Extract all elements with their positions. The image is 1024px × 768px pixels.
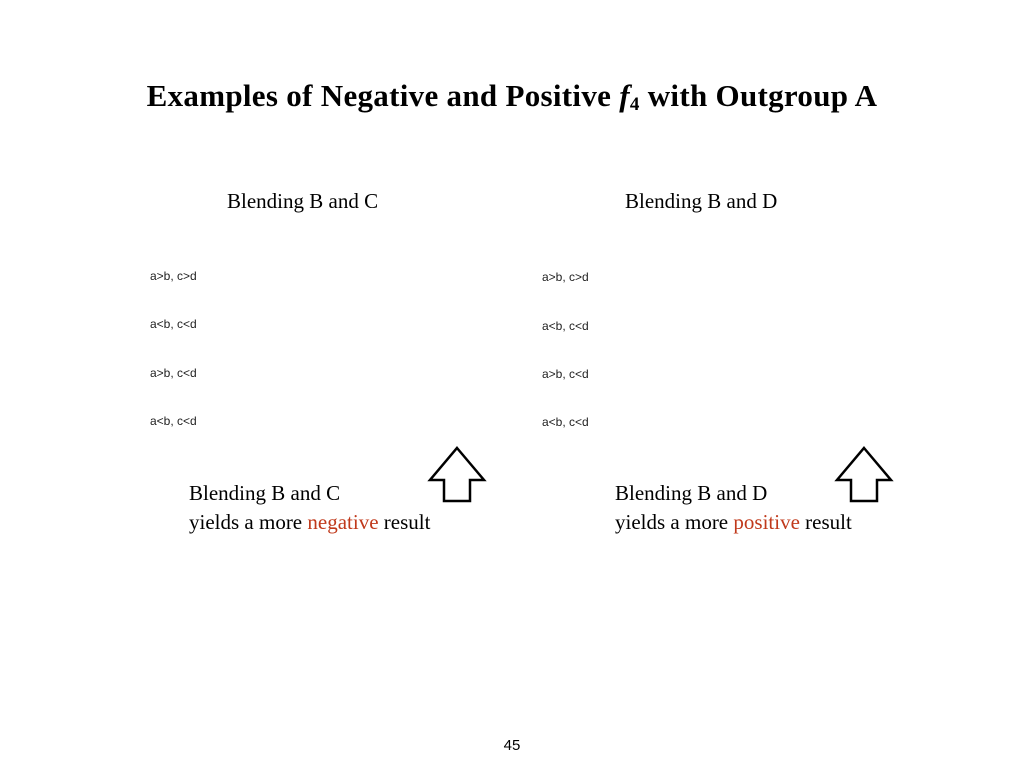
title-prefix: Examples of Negative and Positive [146,78,620,113]
condition-label: a>b, c<d [150,366,197,380]
title-f-letter: f [619,78,630,113]
condition-label: a<b, c<d [150,414,197,428]
title-suffix: with Outgroup A [639,78,878,113]
condition-label: a>b, c>d [542,270,589,284]
left-caption-prefix: yields a more [189,510,308,534]
condition-label: a>b, c<d [542,367,589,381]
page-number: 45 [503,737,521,754]
left-caption [189,479,430,537]
positive-highlight: positive [733,510,800,534]
up-arrow-icon [426,446,488,504]
left-caption-suffix: result [378,510,431,534]
right-caption-line2 [615,508,852,537]
condition-label: a<b, c<d [542,319,589,333]
negative-highlight: negative [307,510,379,534]
left-caption-line2 [189,508,430,537]
right-caption-line1: Blending B and D [615,481,768,505]
left-panel-heading: Blending B and C [227,189,379,213]
slide-title [0,78,1024,114]
condition-label: a>b, c>d [150,269,197,283]
left-caption-line1: Blending B and C [189,481,341,505]
right-caption-prefix: yields a more [615,510,734,534]
right-caption-suffix: result [799,510,852,534]
right-panel-heading: Blending B and D [625,189,778,213]
right-caption [615,479,852,537]
condition-label: a<b, c<d [542,415,589,429]
condition-label: a<b, c<d [150,317,197,331]
title-f-subscript: 4 [629,94,640,115]
